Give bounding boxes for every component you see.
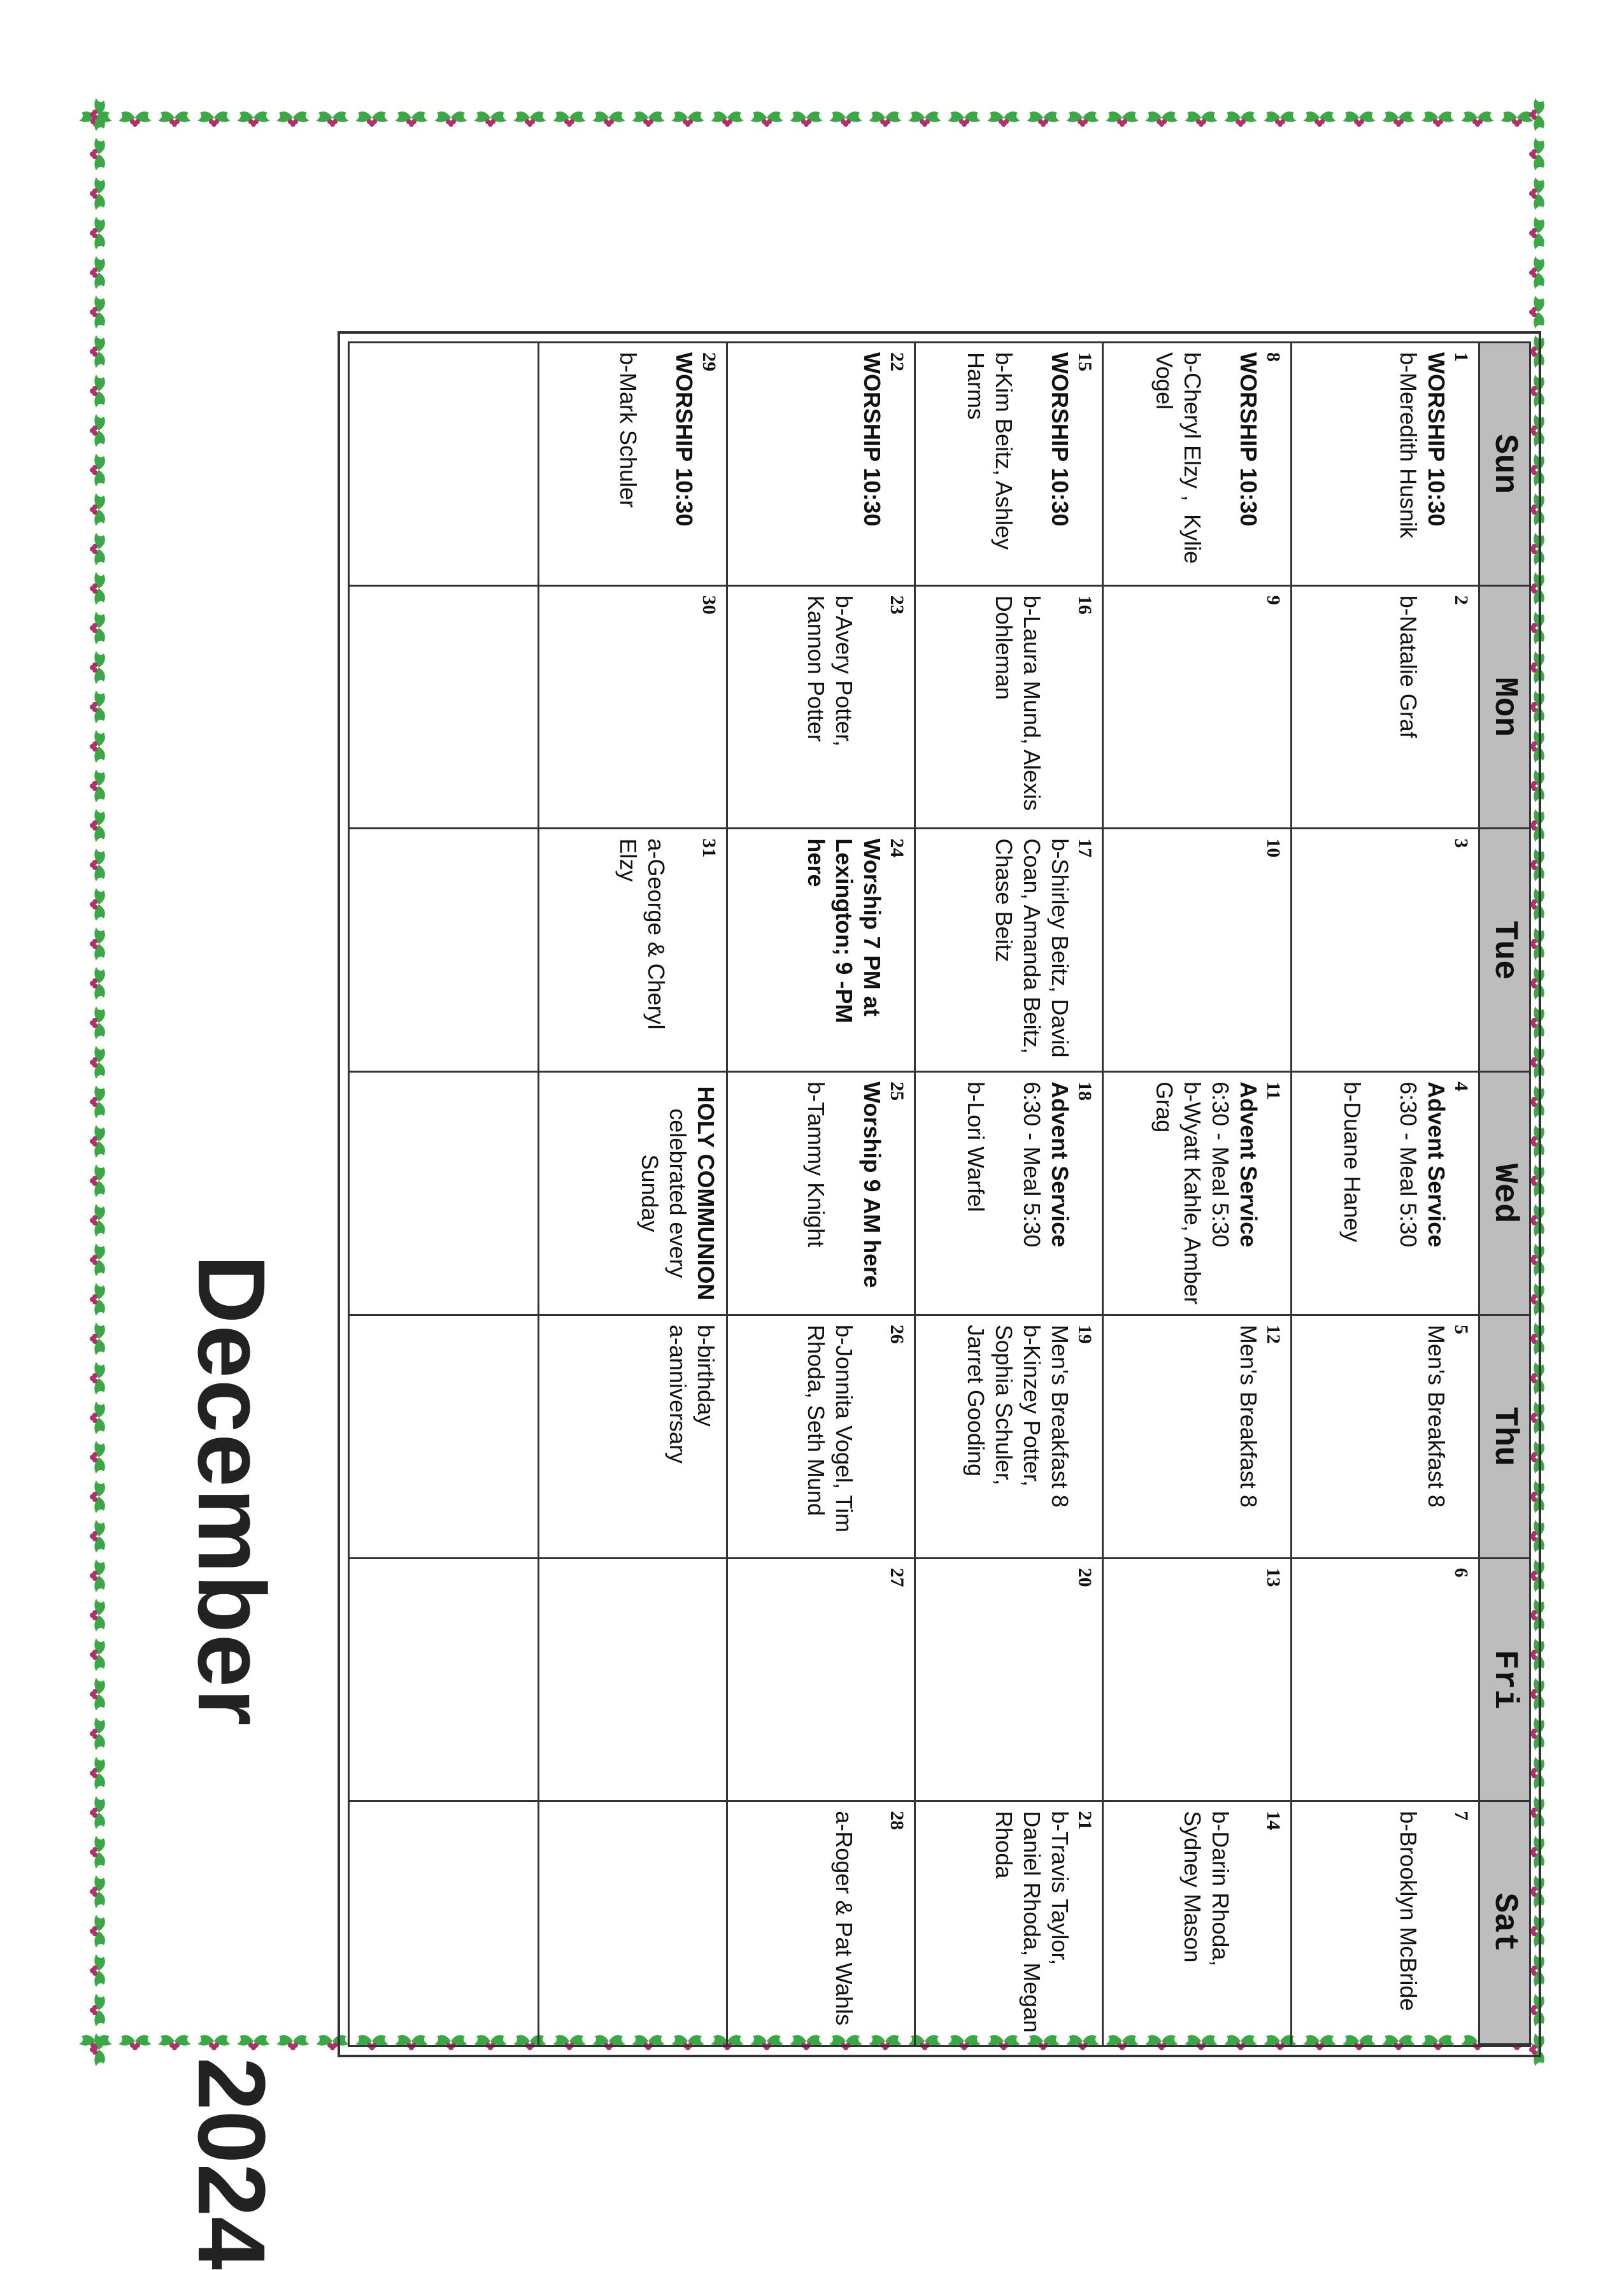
day-cell [350,829,538,1073]
day-cell [350,1559,538,1802]
day-cell [914,1316,1102,1559]
day-cell [1102,1559,1290,1802]
event-text: b-Mark Schuler [615,352,641,508]
event-text: b-Cheryl Elzy , Kylie Vogel [1151,352,1206,571]
event-text: 6:30 - Meal 5:30 [1207,1081,1234,1248]
day-cell [1102,1802,1290,2045]
day-number: 15 [1074,352,1096,371]
day-number: 14 [1262,1811,1284,1831]
event-text: Men's Breakfast 8 [1423,1324,1449,1508]
event-text: b-Avery Potter, Kannon Potter [803,595,857,753]
day-number: 29 [698,352,720,371]
day-cell [538,1559,725,1802]
event-text: b-Kinzey Potter, Sophia Schuler, Jarret Gooding [963,1324,1046,1493]
day-cell [726,343,914,587]
month-title: December [178,1255,285,1727]
event-text: Men's Breakfast 8 [1047,1324,1074,1508]
day-number: 17 [1074,838,1096,858]
weekday-header-mon: Mon [1478,587,1529,830]
weekday-header-sat: Sat [1478,1802,1529,2045]
day-number: 2 [1451,595,1472,605]
day-number: 21 [1074,1811,1096,1831]
event-text: b-Darin Rhoda, Sydney Mason [1179,1811,1234,1973]
day-cell [914,1802,1102,2045]
event-text: b-Tammy Knight [803,1081,829,1248]
event-text: b-Travis Taylor, Daniel Rhoda, Megan Rhoda [991,1811,1074,2039]
day-number: 19 [1074,1324,1096,1344]
event-text: 6:30 - Meal 5:30 [1019,1081,1046,1248]
event-text: a-anniversary [664,1324,691,1464]
event-text: a-George & Cheryl Elzy [615,838,669,1036]
year-title: 2024 [178,2057,285,2270]
event-text: b-Laura Mund, Alexis Dohleman [991,595,1046,817]
day-cell [538,1802,725,2045]
event-text: b-Shirley Beitz, David Coan, Amanda Beitz, Chase Beitz [991,838,1074,1064]
day-cell [1102,587,1290,830]
day-cell [1290,343,1478,587]
day-number: 27 [887,1567,908,1587]
event-text: b-Meredith Husnik [1395,352,1421,539]
day-number: 4 [1451,1081,1472,1092]
event-text: HOLY COMMUNION [692,1086,719,1301]
day-number: 8 [1262,352,1284,362]
event-text: b-Kim Beitz, Ashley Harms [963,352,1018,557]
day-number: 22 [887,352,908,371]
event-text: WORSHIP 10:30 [859,352,885,527]
day-cell [1102,829,1290,1073]
event-text: Worship 9 AM here [859,1081,885,1288]
day-number: 13 [1262,1567,1284,1587]
event-text: b-birthday [692,1324,719,1427]
day-cell [538,343,725,587]
weekday-header-tue: Tue [1478,829,1529,1073]
day-number: 23 [887,595,908,615]
day-number: 5 [1451,1324,1472,1334]
event-text: b-Lori Warfel [963,1081,990,1212]
day-cell [726,829,914,1073]
day-cell [1102,343,1290,587]
day-cell [914,587,1102,830]
event-text: Advent Service [1047,1081,1074,1248]
day-cell [726,1802,914,2045]
event-text: b-Natalie Graf [1395,595,1421,738]
day-number: 7 [1451,1811,1472,1821]
day-cell [1102,1316,1290,1559]
day-number: 30 [698,595,720,615]
day-cell [1290,1802,1478,2045]
event-text: WORSHIP 10:30 [1047,352,1074,527]
event-text: WORSHIP 10:30 [1423,352,1449,527]
event-text: a-Roger & Pat Wahls [831,1811,857,2026]
event-text: Worship 7 PM at Lexington; 9 -PM here [803,838,885,1030]
event-text: 6:30 - Meal 5:30 [1395,1081,1421,1248]
day-cell [350,1073,538,1316]
day-cell [726,1073,914,1316]
day-cell [1290,1073,1478,1316]
day-number: 10 [1262,838,1284,858]
day-cell [1290,1559,1478,1802]
day-number: 20 [1074,1567,1096,1587]
day-cell [914,343,1102,587]
day-number: 31 [698,838,720,858]
day-number: 16 [1074,595,1096,615]
weekday-header-sun: Sun [1478,343,1529,587]
event-text: Men's Breakfast 8 [1235,1324,1262,1508]
day-number: 18 [1074,1081,1096,1101]
event-text: b-Wyatt Kahle, Amber Grag [1151,1081,1206,1311]
day-cell [350,1316,538,1559]
event-text: WORSHIP 10:30 [1235,352,1262,527]
day-cell [914,1073,1102,1316]
day-cell [726,587,914,830]
day-number: 25 [887,1081,908,1101]
day-number: 26 [887,1324,908,1344]
day-cell [538,829,725,1073]
event-text: b-Duane Haney [1339,1081,1365,1243]
day-cell [350,343,538,587]
day-number: 11 [1262,1081,1284,1100]
day-cell [350,587,538,830]
day-number: 12 [1262,1324,1284,1344]
day-cell [538,587,725,830]
day-cell [538,1073,725,1316]
day-cell [1290,587,1478,830]
day-cell [726,1316,914,1559]
day-number: 9 [1262,595,1284,605]
day-cell [1290,829,1478,1073]
event-text: WORSHIP 10:30 [671,352,697,527]
day-cell [726,1559,914,1802]
weekday-header-fri: Fri [1478,1559,1529,1802]
day-cell [914,829,1102,1073]
event-text: Advent Service [1235,1081,1262,1248]
day-cell [914,1559,1102,1802]
day-cell [1102,1073,1290,1316]
day-cell [538,1316,725,1559]
event-text: b-Brooklyn McBride [1395,1811,1421,2011]
calendar-grid-inner [348,341,1531,2047]
event-text: celebrated every Sunday [636,1108,691,1285]
day-number: 6 [1451,1567,1472,1578]
day-cell [1290,1316,1478,1559]
day-number: 3 [1451,838,1472,848]
calendar-grid [338,331,1541,2057]
day-cell [350,1802,538,2045]
day-number: 24 [887,838,908,858]
weekday-header-wed: Wed [1478,1073,1529,1316]
weekday-header-thu: Thu [1478,1316,1529,1559]
day-number: 1 [1451,352,1472,362]
day-number: 28 [887,1811,908,1831]
event-text: Advent Service [1423,1081,1449,1248]
event-text: b-Jonnita Vogel, Tim Rhoda, Seth Mund [803,1324,857,1539]
